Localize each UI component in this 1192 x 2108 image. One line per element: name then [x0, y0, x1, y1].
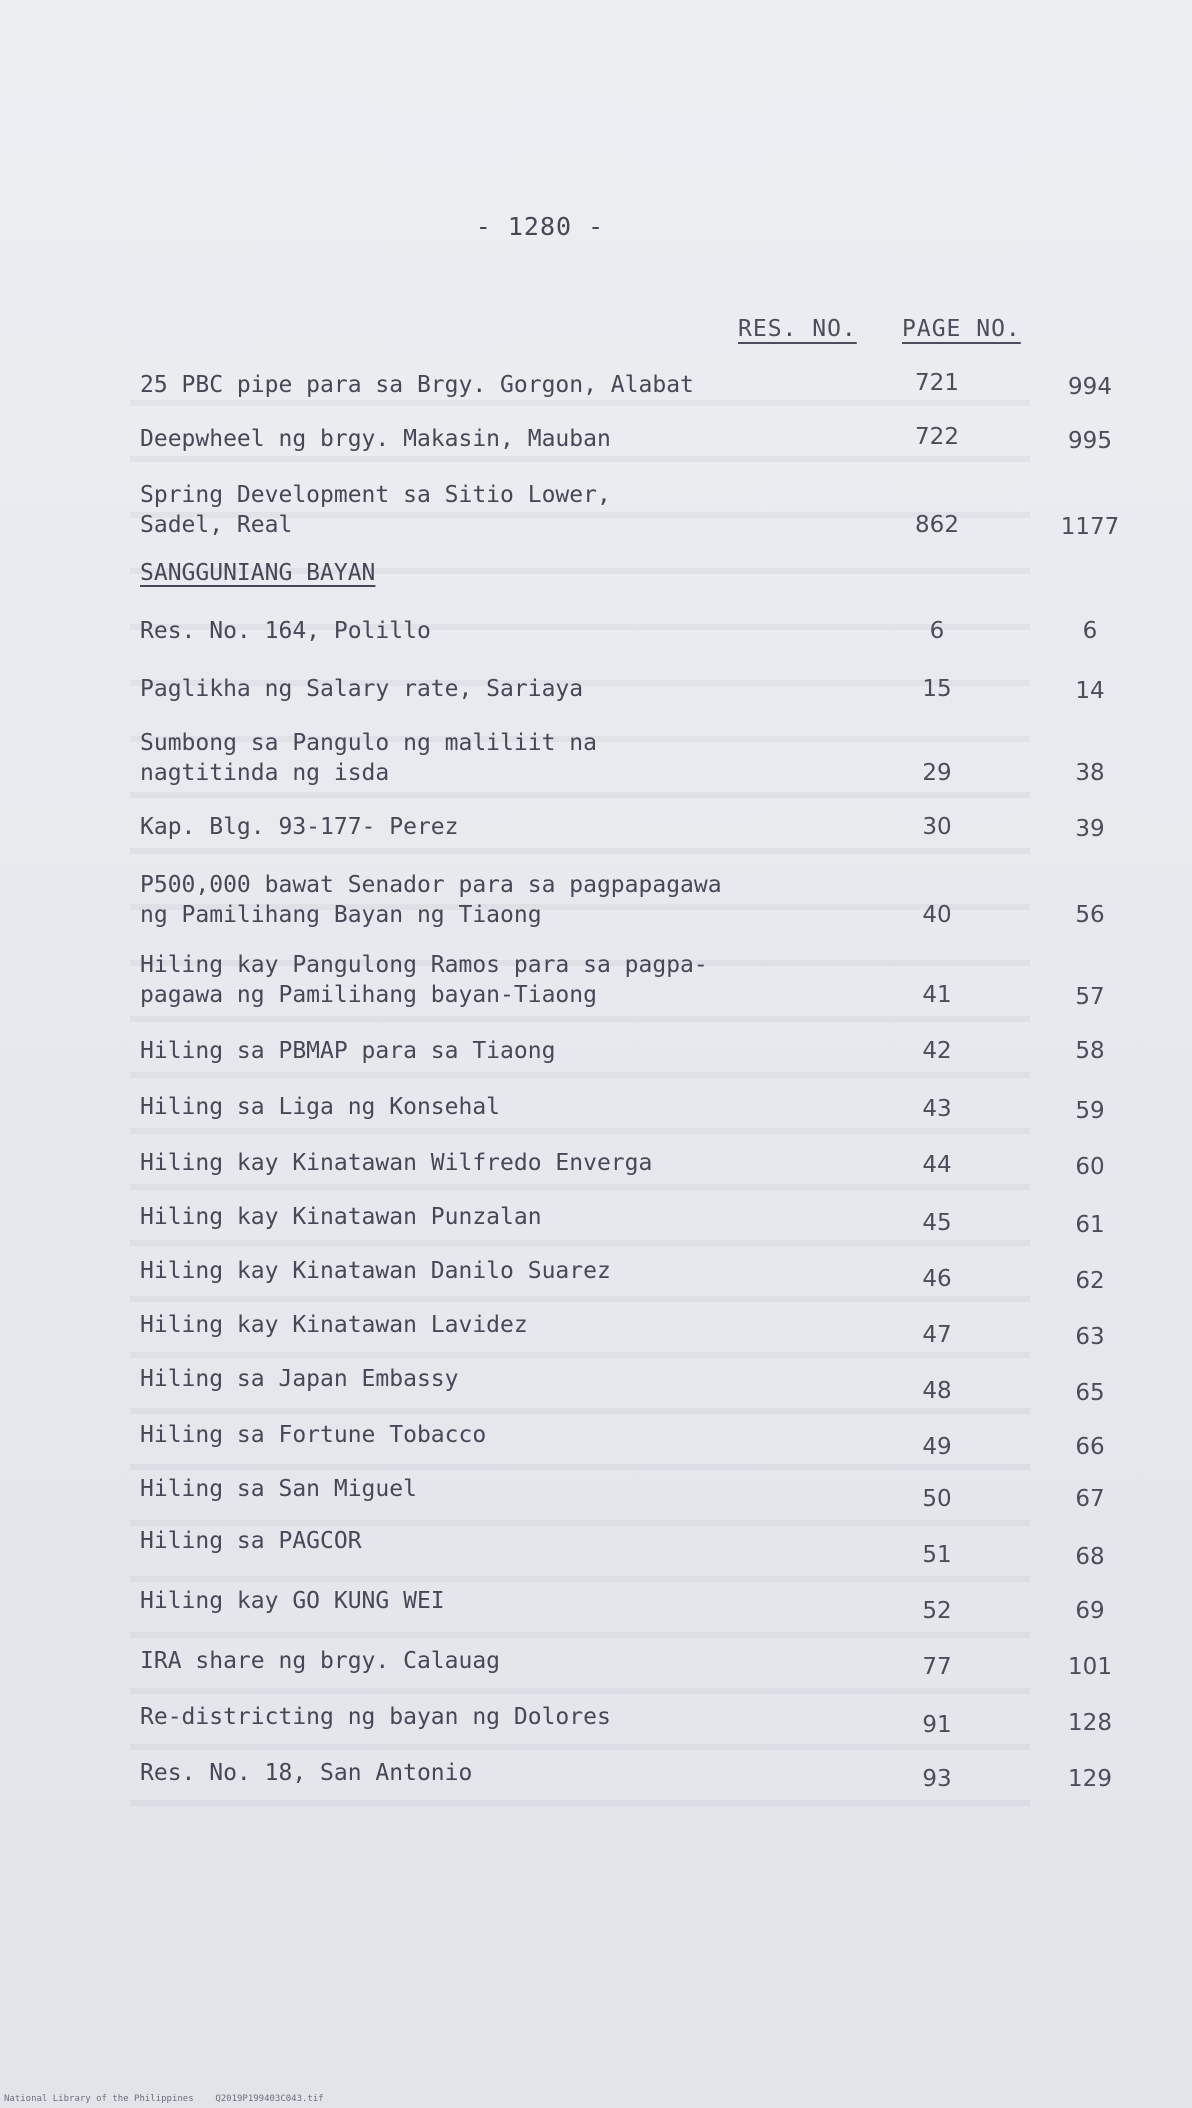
- row-description: Hiling sa PAGCOR: [140, 1528, 362, 1554]
- row-description: Spring Development sa Sitio Lower, Sadel, Real: [140, 482, 611, 538]
- row-page-no: 6: [1082, 618, 1098, 644]
- row-description: Res. No. 18, San Antonio: [140, 1760, 473, 1786]
- row-page-no: 61: [1075, 1212, 1105, 1238]
- row-page-no: 57: [1075, 984, 1105, 1010]
- row-description: Hiling kay Kinatawan Wilfredo Enverga: [140, 1150, 653, 1176]
- row-page-no: 129: [1068, 1766, 1112, 1792]
- row-description: Hiling kay GO KUNG WEI: [140, 1588, 445, 1614]
- row-res-no: 91: [922, 1712, 952, 1738]
- page-number: - 1280 -: [475, 212, 605, 241]
- row-description: Hiling kay Kinatawan Danilo Suarez: [140, 1258, 611, 1284]
- row-res-no: 49: [922, 1434, 952, 1460]
- row-description: Kap. Blg. 93-177- Perez: [140, 814, 459, 840]
- row-description: Paglikha ng Salary rate, Sariaya: [140, 676, 584, 702]
- row-res-no: 722: [915, 424, 959, 450]
- row-description: Hiling sa Fortune Tobacco: [140, 1422, 487, 1448]
- row-page-no: 38: [1075, 760, 1105, 786]
- row-page-no: 68: [1075, 1544, 1105, 1570]
- row-description: IRA share ng brgy. Calauag: [140, 1648, 501, 1674]
- row-description: Res. No. 164, Polillo: [140, 618, 431, 644]
- row-res-no: 42: [922, 1038, 952, 1064]
- row-description: Hiling kay Kinatawan Lavidez: [140, 1312, 528, 1338]
- page-no-header: PAGE NO.: [902, 316, 1021, 342]
- row-res-no: 50: [922, 1486, 952, 1512]
- row-description: Sumbong sa Pangulo ng maliliit na nagtitinda ng isda: [140, 730, 597, 786]
- row-page-no: 63: [1075, 1324, 1105, 1350]
- row-description: 25 PBC pipe para sa Brgy. Gorgon, Alabat: [140, 372, 694, 398]
- row-description: P500,000 bawat Senador para sa pagpapagawa ng Pamilihang Bayan ng Tiaong: [140, 872, 722, 928]
- row-description: Re-districting ng bayan ng Dolores: [140, 1704, 611, 1730]
- row-page-no: 59: [1075, 1098, 1105, 1124]
- row-res-no: 93: [922, 1766, 952, 1792]
- row-page-no: 69: [1075, 1598, 1105, 1624]
- row-description: Hiling kay Kinatawan Punzalan: [140, 1204, 542, 1230]
- scan-footer: National Library of the Philippines Q2019P199403C043.tif: [4, 2094, 324, 2104]
- row-res-no: 44: [922, 1152, 952, 1178]
- row-res-no: 15: [922, 676, 952, 702]
- section-title: SANGGUNIANG BAYAN: [140, 560, 376, 586]
- row-res-no: 30: [922, 814, 952, 840]
- row-page-no: 1177: [1060, 514, 1120, 540]
- row-page-no: 101: [1068, 1654, 1112, 1680]
- row-page-no: 65: [1075, 1380, 1105, 1406]
- row-page-no: 995: [1068, 428, 1112, 454]
- row-res-no: 48: [922, 1378, 952, 1404]
- row-page-no: 58: [1075, 1038, 1105, 1064]
- row-page-no: 67: [1075, 1486, 1105, 1512]
- row-res-no: 862: [915, 512, 959, 538]
- row-page-no: 14: [1075, 678, 1105, 704]
- row-res-no: 45: [922, 1210, 952, 1236]
- row-description: Hiling sa Liga ng Konsehal: [140, 1094, 501, 1120]
- row-res-no: 43: [922, 1096, 952, 1122]
- row-page-no: 66: [1075, 1434, 1105, 1460]
- row-description: Deepwheel ng brgy. Makasin, Mauban: [140, 426, 611, 452]
- row-description: Hiling kay Pangulong Ramos para sa pagpa- pagawa ng Pamilihang bayan-Tiaong: [140, 952, 708, 1008]
- row-page-no: 39: [1075, 816, 1105, 842]
- row-page-no: 128: [1068, 1710, 1112, 1736]
- row-res-no: 47: [922, 1322, 952, 1348]
- row-res-no: 6: [929, 618, 945, 644]
- res-no-header: RES. NO.: [738, 316, 857, 342]
- row-page-no: 60: [1075, 1154, 1105, 1180]
- row-res-no: 721: [915, 370, 959, 396]
- row-res-no: 29: [922, 760, 952, 786]
- row-page-no: 62: [1075, 1268, 1105, 1294]
- row-description: Hiling sa PBMAP para sa Tiaong: [140, 1038, 556, 1064]
- row-res-no: 46: [922, 1266, 952, 1292]
- row-res-no: 77: [922, 1654, 952, 1680]
- row-description: Hiling sa San Miguel: [140, 1476, 417, 1502]
- row-res-no: 52: [922, 1598, 952, 1624]
- row-res-no: 40: [922, 902, 952, 928]
- row-description: Hiling sa Japan Embassy: [140, 1366, 459, 1392]
- row-res-no: 41: [922, 982, 952, 1008]
- row-page-no: 56: [1075, 902, 1105, 928]
- row-page-no: 994: [1068, 374, 1112, 400]
- row-res-no: 51: [922, 1542, 952, 1568]
